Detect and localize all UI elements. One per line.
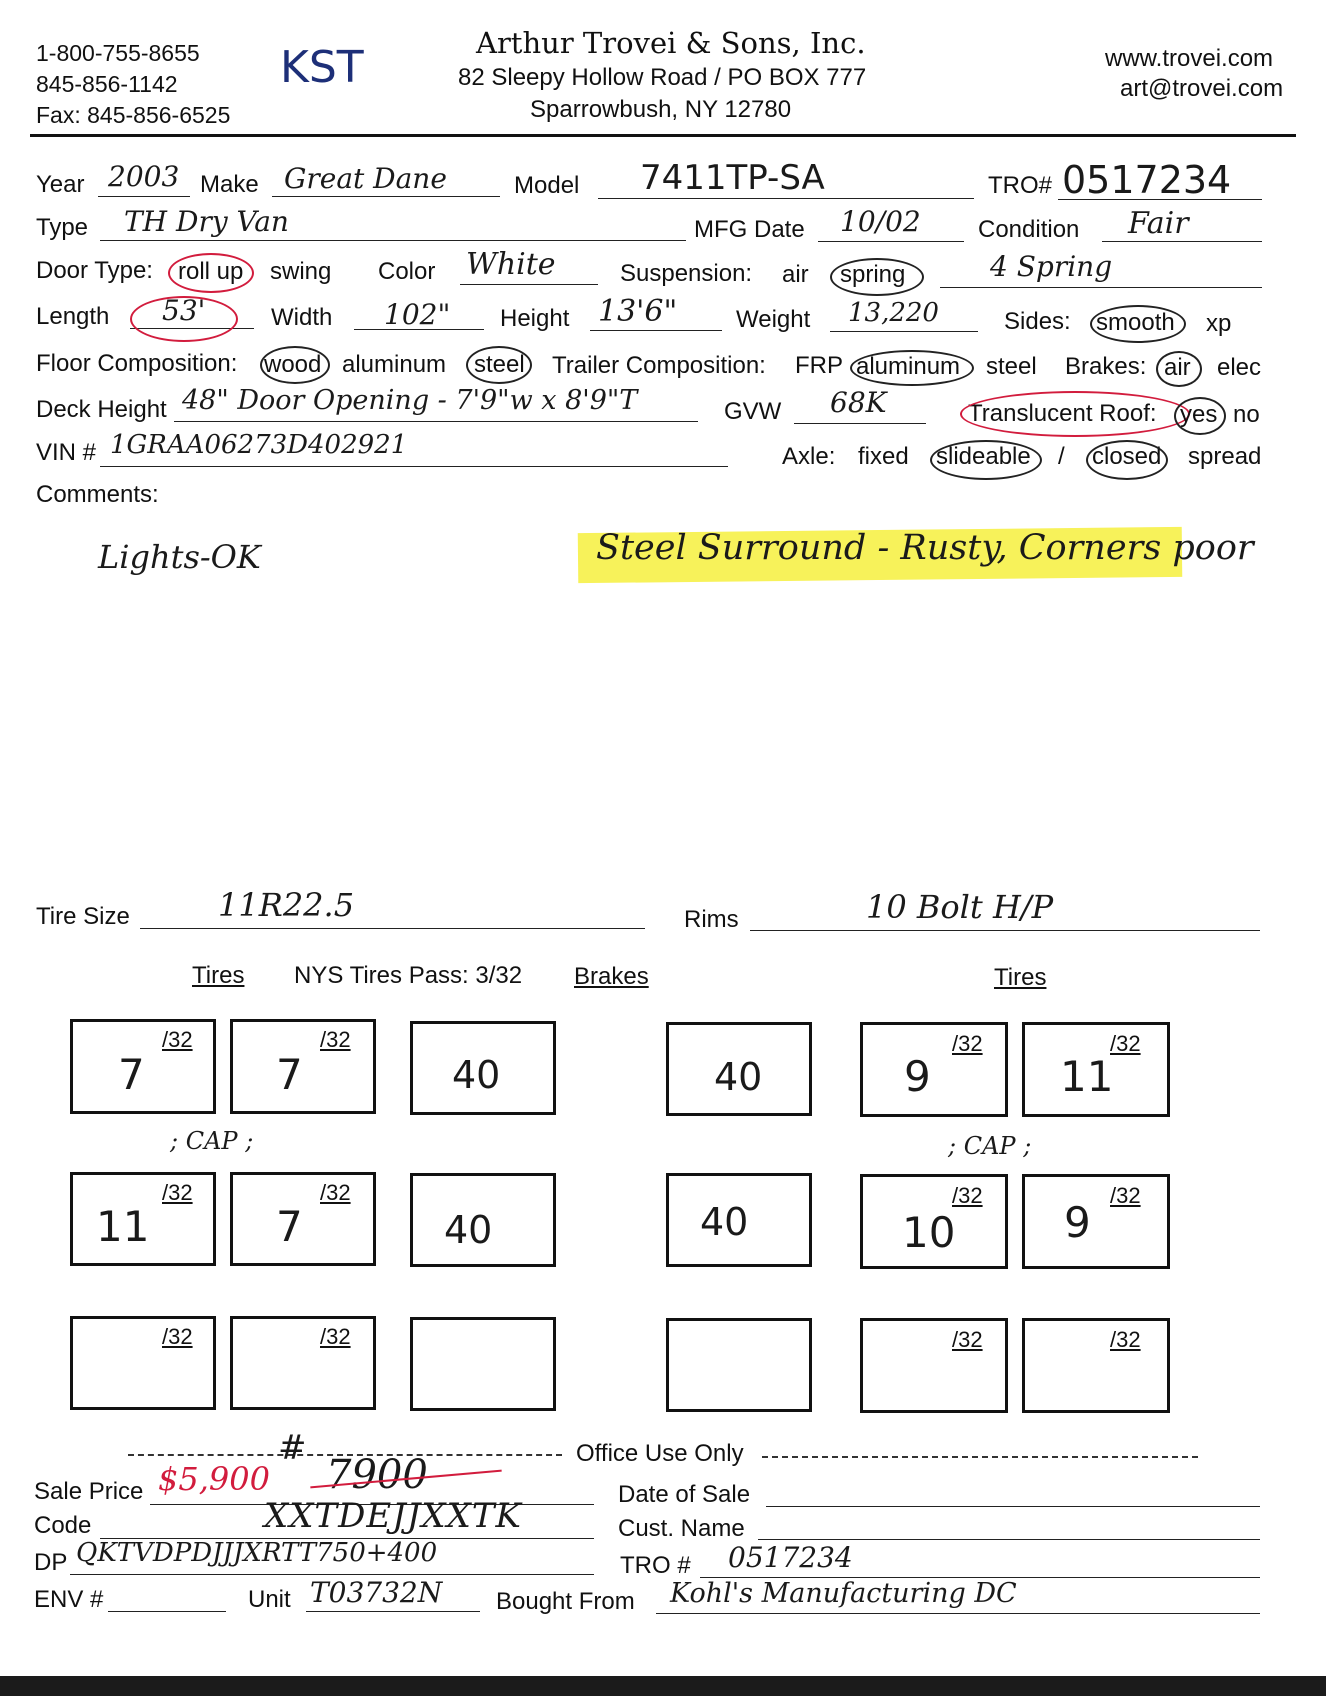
vin-line	[100, 466, 728, 467]
translucent-roof-circle	[960, 391, 1190, 437]
color-line	[460, 284, 598, 285]
gvw-line	[794, 423, 926, 424]
year-value: 2003	[108, 160, 180, 193]
tire-unit-r1-right-inner: /32	[952, 1031, 983, 1056]
tro-hash-value: 0517234	[728, 1541, 853, 1574]
height-label: Height	[500, 305, 570, 332]
cap-note-right: ; CAP ;	[948, 1132, 1032, 1160]
tread-r2-left-outer: 11	[96, 1202, 150, 1251]
tire-unit-r3-right-outer: /32	[1110, 1327, 1141, 1352]
brake-r1-left: 40	[452, 1053, 501, 1097]
roof-yes-circle	[1174, 397, 1226, 435]
length-circle	[130, 296, 238, 342]
gvw-value: 68K	[830, 386, 887, 419]
mfg-date-line	[818, 241, 964, 242]
cust-name-line	[758, 1539, 1260, 1540]
company-email: art@trovei.com	[1120, 75, 1284, 102]
tire-unit-r3-right-inner: /32	[952, 1327, 983, 1352]
axle-label: Axle:	[782, 443, 836, 470]
gvw-label: GVW	[724, 398, 782, 425]
color-value: White	[466, 247, 556, 282]
env-line	[108, 1611, 226, 1612]
door-roll-up-circle	[168, 253, 254, 293]
sides-smooth-option: smooth	[1096, 309, 1175, 336]
nys-tires-pass: NYS Tires Pass: 3/32	[294, 962, 523, 989]
width-value: 102"	[384, 298, 451, 331]
tires-right-header: Tires	[994, 964, 1047, 991]
weight-line	[830, 331, 978, 332]
length-label: Length	[36, 303, 110, 330]
dp-label: DP	[34, 1549, 68, 1576]
tread-r1-right-inner: 9	[904, 1052, 931, 1101]
tire-unit-r1-left-inner: /32	[320, 1027, 351, 1052]
vin-value: 1GRAA06273D402921	[110, 430, 408, 460]
company-address-2: Sparrowbush, NY 12780	[530, 96, 792, 123]
axle-slideable-option: slideable	[936, 443, 1031, 470]
translucent-roof-label: Translucent Roof:	[968, 400, 1157, 427]
sides-smooth-circle	[1090, 305, 1186, 343]
tire-unit-r3-left-outer: /32	[162, 1324, 193, 1349]
type-line	[100, 240, 686, 241]
tread-r1-left-inner: 7	[276, 1050, 303, 1099]
brake-box-r3-left	[410, 1317, 556, 1411]
tires-left-header: Tires	[192, 962, 245, 989]
tire-box-r3-right-outer	[1022, 1318, 1170, 1413]
floor-wood-option: wood	[264, 351, 322, 378]
make-label: Make	[200, 171, 259, 198]
axle-separator: /	[1058, 443, 1065, 470]
tire-unit-r2-left-outer: /32	[162, 1180, 193, 1205]
tire-unit-r2-right-inner: /32	[952, 1183, 983, 1208]
axle-slideable-circle	[930, 440, 1042, 480]
type-label: Type	[36, 214, 89, 241]
height-value: 13'6"	[598, 294, 678, 329]
roof-yes-option: yes	[1180, 401, 1218, 428]
code-value: XXTDEJJXXTK	[264, 1496, 522, 1536]
tro-label: TRO#	[988, 172, 1053, 199]
brakes-label: Brakes:	[1065, 353, 1147, 380]
tire-unit-r3-left-inner: /32	[320, 1324, 351, 1349]
header-divider	[30, 134, 1296, 137]
model-value: 7411TP-SA	[640, 158, 825, 198]
floor-steel-circle	[466, 346, 532, 384]
type-value: TH Dry Van	[124, 205, 289, 238]
rims-value: 10 Bolt H/P	[866, 888, 1054, 926]
dp-value: QKTVDPDJJJXRTT750+400	[76, 1538, 438, 1568]
tire-unit-r2-left-inner: /32	[320, 1180, 351, 1205]
comment-lights: Lights-OK	[98, 538, 261, 576]
tire-box-r3-right-inner	[860, 1318, 1008, 1413]
comment-steel-surround: Steel Surround - Rusty, Corners poor	[596, 528, 1254, 568]
cap-note-left: ; CAP ;	[170, 1127, 254, 1155]
trailer-aluminum-option: aluminum	[856, 353, 961, 380]
brake-r2-right: 40	[700, 1200, 749, 1244]
weight-label: Weight	[736, 306, 811, 333]
brakes-elec-option: elec	[1217, 354, 1262, 381]
sale-price-old: 7900	[326, 1452, 428, 1498]
weight-value: 13,220	[848, 298, 939, 328]
mfg-date-label: MFG Date	[694, 216, 805, 243]
office-use-only-label: Office Use Only	[576, 1440, 744, 1467]
tire-unit-r1-left-outer: /32	[162, 1027, 193, 1052]
make-line	[272, 196, 500, 197]
condition-value: Fair	[1128, 206, 1189, 241]
year-line	[98, 196, 190, 197]
scan-bottom-edge	[0, 1676, 1326, 1696]
trailer-steel-option: steel	[986, 353, 1037, 380]
suspension-label: Suspension:	[620, 260, 753, 287]
tire-unit-r2-right-outer: /32	[1110, 1183, 1141, 1208]
color-label: Color	[378, 258, 436, 285]
floor-aluminum-option: aluminum	[342, 351, 447, 378]
tread-r2-left-inner: 7	[276, 1202, 303, 1251]
deck-height-line	[174, 421, 698, 422]
initials-handwritten: KST	[280, 42, 364, 93]
sides-label: Sides:	[1004, 308, 1071, 335]
deck-height-value: 48" Door Opening - 7'9"w x 8'9"T	[182, 385, 638, 416]
tire-box-r1-right-inner	[860, 1022, 1008, 1117]
tread-r1-left-outer: 7	[118, 1050, 145, 1099]
tread-r2-right-inner: 10	[902, 1208, 956, 1257]
unit-line	[306, 1611, 480, 1612]
year-label: Year	[36, 171, 85, 198]
date-of-sale-label: Date of Sale	[618, 1481, 751, 1508]
tire-box-r2-left-inner	[230, 1172, 376, 1266]
sale-price-mark: #	[278, 1428, 307, 1468]
company-website: www.trovei.com	[1105, 45, 1274, 72]
phone-tollfree: 1-800-755-8655	[36, 40, 200, 66]
brake-r2-left: 40	[444, 1208, 493, 1252]
brakes-air-option: air	[1164, 354, 1191, 381]
brake-r1-right: 40	[714, 1055, 763, 1099]
tire-box-r1-left-inner	[230, 1019, 376, 1114]
rims-line	[750, 930, 1260, 931]
suspension-note-value: 4 Spring	[990, 250, 1113, 283]
deck-height-label: Deck Height	[36, 396, 167, 423]
roof-no-option: no	[1233, 401, 1260, 428]
condition-label: Condition	[978, 216, 1080, 243]
axle-spread-option: spread	[1188, 443, 1262, 470]
suspension-spring-circle	[830, 258, 924, 296]
bought-from-label: Bought From	[496, 1588, 635, 1615]
model-line	[598, 198, 974, 199]
date-of-sale-line	[766, 1506, 1260, 1507]
tread-r1-right-outer: 11	[1060, 1052, 1114, 1101]
unit-value: T03732N	[310, 1576, 443, 1609]
comments-label: Comments:	[36, 481, 159, 508]
brake-box-r3-right	[666, 1318, 812, 1412]
tire-size-label: Tire Size	[36, 903, 130, 930]
suspension-spring-option: spring	[840, 261, 906, 288]
tire-size-value: 11R22.5	[218, 886, 355, 924]
make-value: Great Dane	[284, 162, 447, 195]
sale-price-label: Sale Price	[34, 1478, 144, 1505]
tire-box-r2-right-outer	[1022, 1174, 1170, 1269]
mfg-date-value: 10/02	[840, 205, 921, 238]
tire-unit-r1-right-outer: /32	[1110, 1031, 1141, 1056]
floor-composition-label: Floor Composition:	[36, 350, 238, 377]
office-divider-right	[762, 1456, 1198, 1458]
dp-line	[70, 1574, 594, 1575]
trailer-frp-option: FRP	[795, 352, 843, 379]
condition-line	[1102, 241, 1262, 242]
suspension-line	[940, 287, 1262, 288]
company-name: Arthur Trovei & Sons, Inc.	[476, 26, 866, 60]
width-label: Width	[271, 304, 333, 331]
tro-value: 0517234	[1062, 158, 1232, 202]
sale-price-new: $5,900	[158, 1460, 270, 1498]
door-roll-up-option: roll up	[178, 258, 244, 285]
tire-box-r3-left-outer	[70, 1316, 216, 1410]
axle-fixed-option: fixed	[858, 443, 909, 470]
floor-steel-option: steel	[474, 351, 525, 378]
door-swing-option: swing	[270, 258, 332, 285]
code-label: Code	[34, 1512, 92, 1539]
fax-number: Fax: 845-856-6525	[36, 102, 231, 128]
tro-hash-label: TRO #	[620, 1552, 691, 1579]
tire-box-r3-left-inner	[230, 1316, 376, 1410]
rims-label: Rims	[684, 906, 739, 933]
tire-size-line	[140, 928, 645, 929]
env-label: ENV #	[34, 1586, 104, 1613]
trailer-composition-label: Trailer Composition:	[552, 352, 766, 379]
door-type-label: Door Type:	[36, 257, 153, 284]
length-value: 53'	[162, 294, 206, 327]
bought-from-line	[656, 1613, 1260, 1614]
bought-from-value: Kohl's Manufacturing DC	[670, 1578, 1017, 1609]
trailer-aluminum-circle	[850, 350, 974, 386]
tread-r2-right-outer: 9	[1064, 1198, 1091, 1247]
vin-label: VIN #	[36, 439, 97, 466]
brakes-column-header: Brakes	[574, 963, 649, 990]
height-line	[590, 330, 722, 331]
suspension-air-option: air	[782, 261, 809, 288]
floor-wood-circle	[260, 346, 330, 384]
sides-xp-option: xp	[1206, 310, 1232, 337]
company-address-1: 82 Sleepy Hollow Road / PO BOX 777	[458, 64, 867, 91]
unit-label: Unit	[248, 1586, 291, 1613]
axle-closed-option: closed	[1092, 443, 1162, 470]
phone-local: 845-856-1142	[36, 71, 178, 97]
axle-closed-circle	[1086, 440, 1168, 480]
model-label: Model	[514, 172, 580, 199]
cust-name-label: Cust. Name	[618, 1515, 745, 1542]
brakes-air-circle	[1156, 351, 1202, 387]
